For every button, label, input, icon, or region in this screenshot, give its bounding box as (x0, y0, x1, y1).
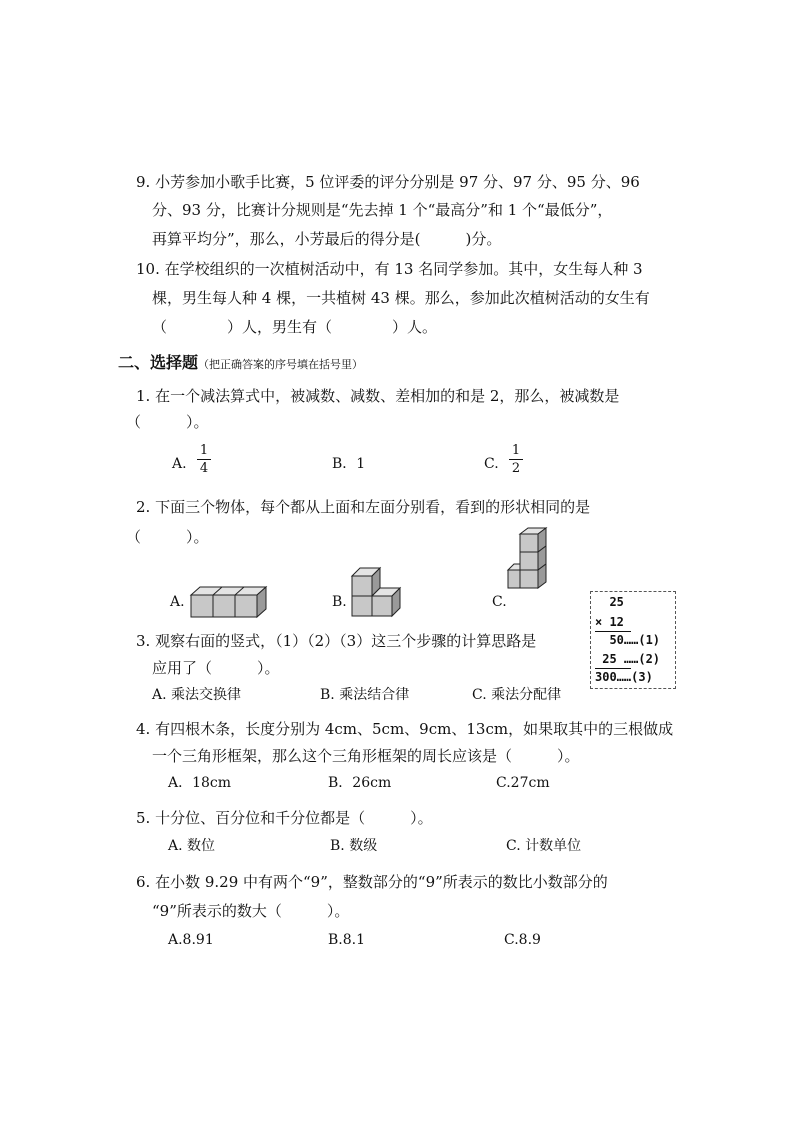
q10-line2: 棵，男生每人种 4 棵，一共植树 43 棵。那么，参加此次植树活动的女生有 (152, 289, 650, 307)
q1-option-c-denominator: 2 (511, 461, 521, 476)
cube (508, 528, 546, 588)
q9-line2: 分、93 分，比赛计分规则是“先去掉 1 个“最高分”和 1 个“最低分”， (152, 201, 613, 219)
q3-option-c: C. 乘法分配律 (472, 687, 562, 703)
cube-figure-c (504, 526, 550, 592)
q6-option-a: A.8.91 (168, 932, 214, 948)
q1-option-c-fraction (509, 443, 523, 476)
q6-option-b: B.8.1 (328, 932, 366, 948)
q1-option-a-denominator: 4 (199, 461, 209, 476)
q4-option-c: C.27cm (496, 775, 550, 791)
q6-line2: “9”所表示的数大（ ）。 (152, 902, 350, 920)
fraction-bar (509, 459, 523, 460)
cube-figure-a (186, 584, 266, 620)
q3-option-a: A. 乘法交换律 (152, 687, 242, 703)
q6-line1: 6. 在小数 9.29 中有两个“9”，整数部分的“9”所表示的数比小数部分的 (136, 873, 608, 891)
q4-line2: 一个三角形框架，那么这个三角形框架的周长应该是（ ）。 (152, 747, 580, 765)
q1-option-a-label: A. (172, 456, 187, 472)
cube (191, 587, 266, 617)
q6-option-c: C.8.9 (504, 932, 541, 948)
q2-option-a: A. (170, 594, 185, 610)
q1-option-c-label: C. (484, 456, 499, 472)
q4-option-a: A．18cm (168, 775, 232, 791)
cube-figure-b (348, 564, 408, 622)
fraction-bar (197, 459, 211, 460)
q10-line1: 10. 在学校组织的一次植树活动中，有 13 名同学参加。其中，女生每人种 3 (136, 260, 643, 278)
q10-line3: （ ）人，男生有（ ）人。 (152, 318, 438, 336)
calc-row-3: 50……(1) (595, 633, 661, 647)
q1-option-c-numerator: 1 (511, 443, 521, 458)
q2-line1: 2. 下面三个物体，每个都从上面和左面分别看，看到的形状相同的是 (136, 498, 591, 516)
q3-line1: 3. 观察右面的竖式，（1）（2）（3）这三个步骤的计算思路是 (136, 632, 537, 650)
q2-option-c: C. (492, 594, 507, 610)
q5-option-b: B. 数级 (330, 838, 378, 854)
q1-option-a-numerator: 1 (199, 443, 209, 458)
calc-rule (595, 668, 631, 669)
calc-row-4: 25 ……(2) (595, 652, 661, 666)
section-note: （把正确答案的序号填在括号里） (198, 358, 364, 371)
q5-option-c: C. 计数单位 (506, 838, 582, 854)
cube (352, 568, 400, 616)
q9-line3: 再算平均分”，那么，小芳最后的得分是( )分。 (152, 230, 502, 248)
q5-option-a: A. 数位 (168, 838, 216, 854)
q4-line1: 4. 有四根木条，长度分别为 4cm、5cm、9cm、13cm，如果取其中的三根做成 (136, 720, 674, 738)
q2-line2: （ ）。 (126, 528, 209, 546)
q3-option-b: B. 乘法结合律 (320, 687, 410, 703)
section-heading (118, 350, 363, 373)
q4-option-b: B．26cm (328, 775, 392, 791)
q3-line2: 应用了（ ）。 (152, 659, 280, 677)
q1-option-b: B．1 (332, 456, 366, 472)
q1-line2: （ ）。 (126, 413, 209, 431)
q1-line1: 1. 在一个减法算式中，被减数、减数、差相加的和是 2，那么，被减数是 (136, 387, 620, 405)
calc-row-1: 25 (595, 595, 624, 609)
section-title: 二、选择题 (118, 353, 199, 372)
q1-option-a-fraction (197, 443, 211, 476)
vertical-multiplication (590, 591, 676, 689)
q9-line1: 9. 小芳参加小歌手比赛，5 位评委的评分分别是 97 分、97 分、95 分、96 (136, 173, 640, 191)
calc-row-5: 300……(3) (595, 670, 653, 684)
q5-line1: 5. 十分位、百分位和千分位都是（ ）。 (136, 809, 433, 827)
q2-option-b: B. (332, 594, 347, 610)
calc-row-2: × 12 (595, 615, 624, 629)
calc-rule (595, 631, 631, 632)
